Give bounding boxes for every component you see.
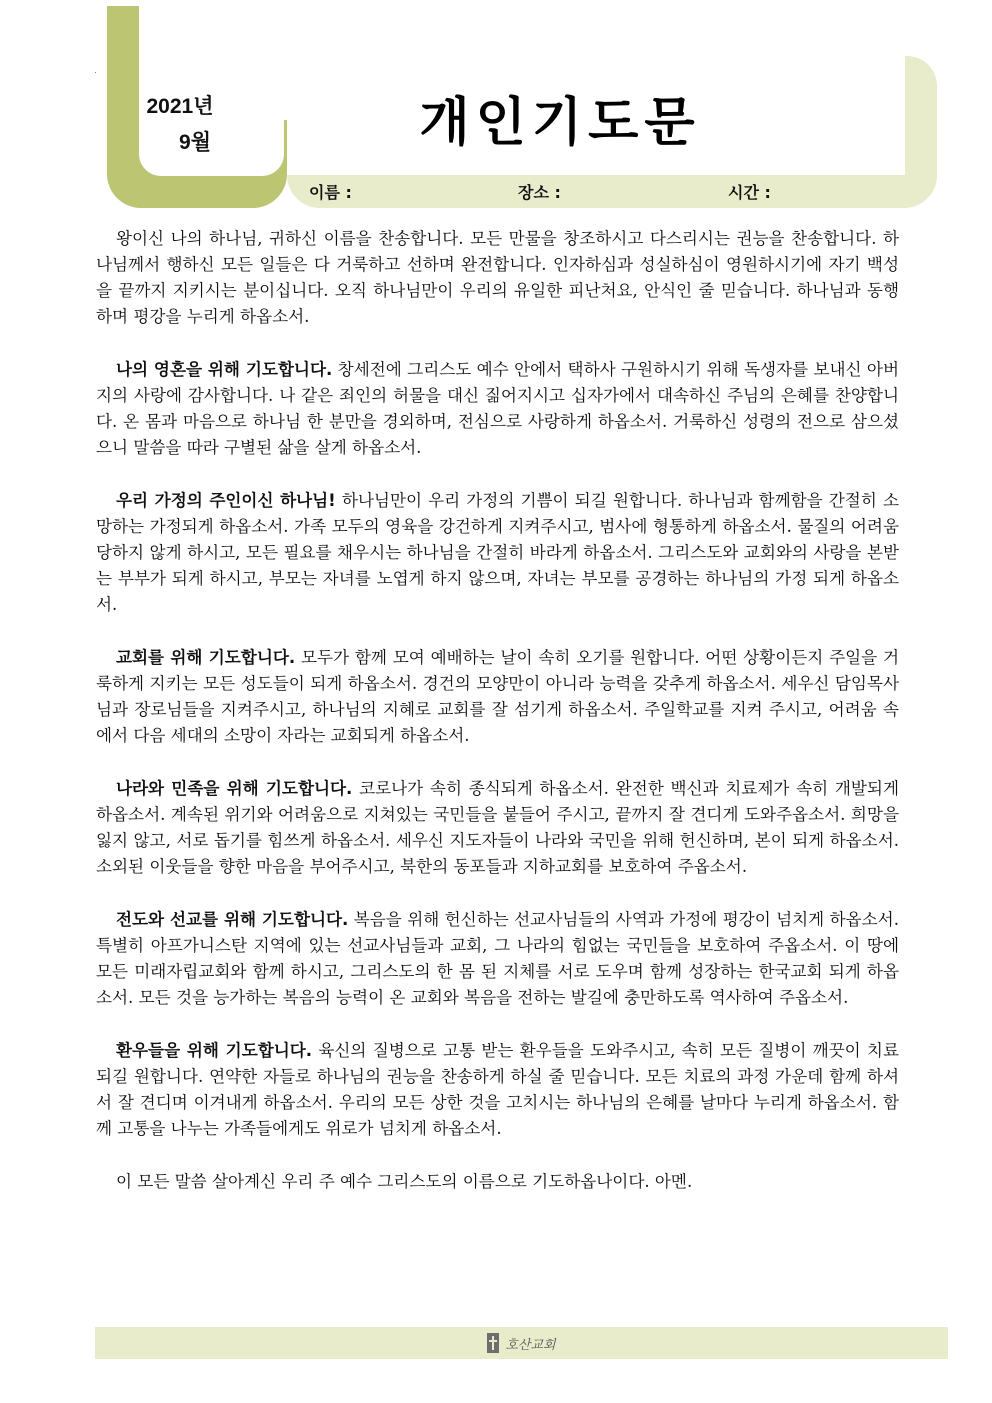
paragraph-heading: 나라와 민족을 위해 기도합니다.: [116, 779, 353, 798]
stray-dot: [95, 72, 96, 73]
paragraph-text: 창세전에 그리스도 예수 안에서 택하사 구원하시기 위해 독생자를 보내신 아버지의 사랑에 감사합니다. 나 같은 죄인의 허물을 대신 짊어지시고 십자가에서 대속하신 주님의 은혜를 찬양합니다. 온 몸과 마음으로 하나님 한 분만을 경외하며, 전심으로 사랑하게 하옵소서. 거룩하신 성령의 전으로 삼으셨으니 말씀을 따라 구별된 삶을 살게 하옵소서.: [96, 360, 899, 457]
paragraph-praise: [96, 226, 899, 330]
paragraph-soul: [96, 357, 899, 461]
paragraph-heading: 교회를 위해 기도합니다.: [116, 648, 296, 667]
church-logo-text: 호산교회: [505, 1337, 556, 1353]
header-light-right-bar: [905, 56, 937, 206]
paragraph-missions: [96, 907, 899, 1011]
paragraph-text: 하나님만이 우리 가정의 기쁨이 되길 원합니다. 하나님과 함께함을 간절히 소망하는 가정되게 하옵소서. 가족 모두의 영육을 강건하게 지켜주시고, 범사에 형통하게 하옵소서. 물질의 어려움 당하지 않게 하시고, 모든 필요를 채우시는 하나님을 간절히 바라게 하옵소서. 그리스도와 교회와의 사랑을 본받는 부부가 되게 하시고, 부모는 자녀를 노엽게 하지 않으며, 자녀는 부모를 공경하는 하나님의 가정 되게 하옵소서.: [96, 491, 899, 614]
paragraph-heading: 우리 가정의 주인이신 하나님!: [116, 491, 336, 510]
paragraph-text: 복음을 위해 헌신하는 선교사님들의 사역과 가정에 평강이 넘치게 하옵소서. 특별히 아프가니스탄 지역에 있는 선교사님들과 교회, 그 나라의 힘없는 국민들을 보호하여 주옵소서. 이 땅에 모든 미래자립교회와 함께 하시고, 그리스도의 한 몸 된 지체를 서로 도우며 함께 성장하는 한국교회 되게 하옵소서. 모든 것을 능가하는 복음의 능력이 온 교회와 복음을 전하는 발길에 충만하도록 역사하여 주옵소서.: [96, 910, 899, 1007]
page-title: 개인기도문: [419, 93, 701, 153]
paragraph-heading: 환우들을 위해 기도합니다.: [116, 1041, 313, 1060]
paragraph-text: 왕이신 나의 하나님, 귀하신 이름을 찬송합니다. 모든 만물을 창조하시고 다스리시는 권능을 찬송합니다. 하나님께서 행하신 모든 일들은 다 거룩하고 선하며 완전합니다. 인자하심과 성실하심이 영원하시기에 자기 백성을 끝까지 지키시는 분이십니다. 오직 하나님만이 우리의 유일한 피난처요, 안식인 줄 믿습니다. 하나님과 동행하며 평강을 누리게 하옵소서.: [96, 229, 899, 326]
paragraph-nation: [96, 776, 899, 880]
paragraph-text: 코로나가 속히 종식되게 하옵소서. 완전한 백신과 치료제가 속히 개발되게 하옵소서. 계속된 위기와 어려움으로 지쳐있는 국민들을 붙들어 주시고, 끝까지 잘 견디게 도와주옵소서. 희망을 잃지 않고, 서로 돕기를 힘쓰게 하옵소서. 세우신 지도자들이 나라와 국민을 위해 헌신하며, 본이 되게 하옵소서. 소외된 이웃들을 향한 마음을 부어주시고, 북한의 동포들과 지하교회를 보호하여 주옵소서.: [96, 779, 899, 876]
date-year: 2021년: [146, 95, 214, 118]
time-field-label: 시간 :: [728, 183, 771, 202]
paragraph-text: 육신의 질병으로 고통 받는 환우들을 도와주시고, 속히 모든 질병이 깨끗이 치료되길 원합니다. 연약한 자들로 하나님의 권능을 찬송하게 하실 줄 믿습니다. 모든 치료의 과정 가운데 함께 하셔서 잘 견디며 이겨내게 하옵소서. 우리의 모든 상한 것을 고치시는 하나님의 은혜를 날마다 누리게 하옵소서. 함께 고통을 나누는 가족들에게도 위로가 넘치게 하옵소서.: [96, 1041, 899, 1138]
paragraph-family: [96, 488, 899, 618]
closing-line: 이 모든 말씀 살아계신 우리 주 예수 그리스도의 이름으로 기도하옵나이다. 아멘.: [116, 1172, 693, 1191]
church-cross-icon: [487, 1333, 499, 1353]
paragraph-patients: [96, 1038, 899, 1142]
prayer-body: [96, 226, 899, 1195]
place-field-label: 장소 :: [518, 183, 561, 202]
header-light-band: [287, 175, 937, 208]
paragraph-church: [96, 645, 899, 749]
paragraph-heading: 전도와 선교를 위해 기도합니다.: [116, 910, 349, 929]
header-dark-left-bar: [107, 6, 139, 156]
paragraph-heading: 나의 영혼을 위해 기도합니다.: [116, 360, 333, 379]
paragraph-text: 모두가 함께 모여 예배하는 날이 속히 오기를 원합니다. 어떤 상황이든지 주일을 거룩하게 지키는 모든 성도들이 되게 하옵소서. 경건의 모양만이 아니라 능력을 갖추게 하옵소서. 세우신 담임목사님과 장로님들을 지켜주시고, 하나님의 지혜로 교회를 잘 섬기게 하옵소서. 주일학교를 지켜 주시고, 어려움 속에서 다음 세대의 소망이 자라는 교회되게 하옵소서.: [96, 648, 900, 745]
name-field-label: 이름 :: [309, 183, 352, 202]
date-month: 9월: [179, 131, 211, 154]
footer-bar: [95, 1327, 948, 1359]
